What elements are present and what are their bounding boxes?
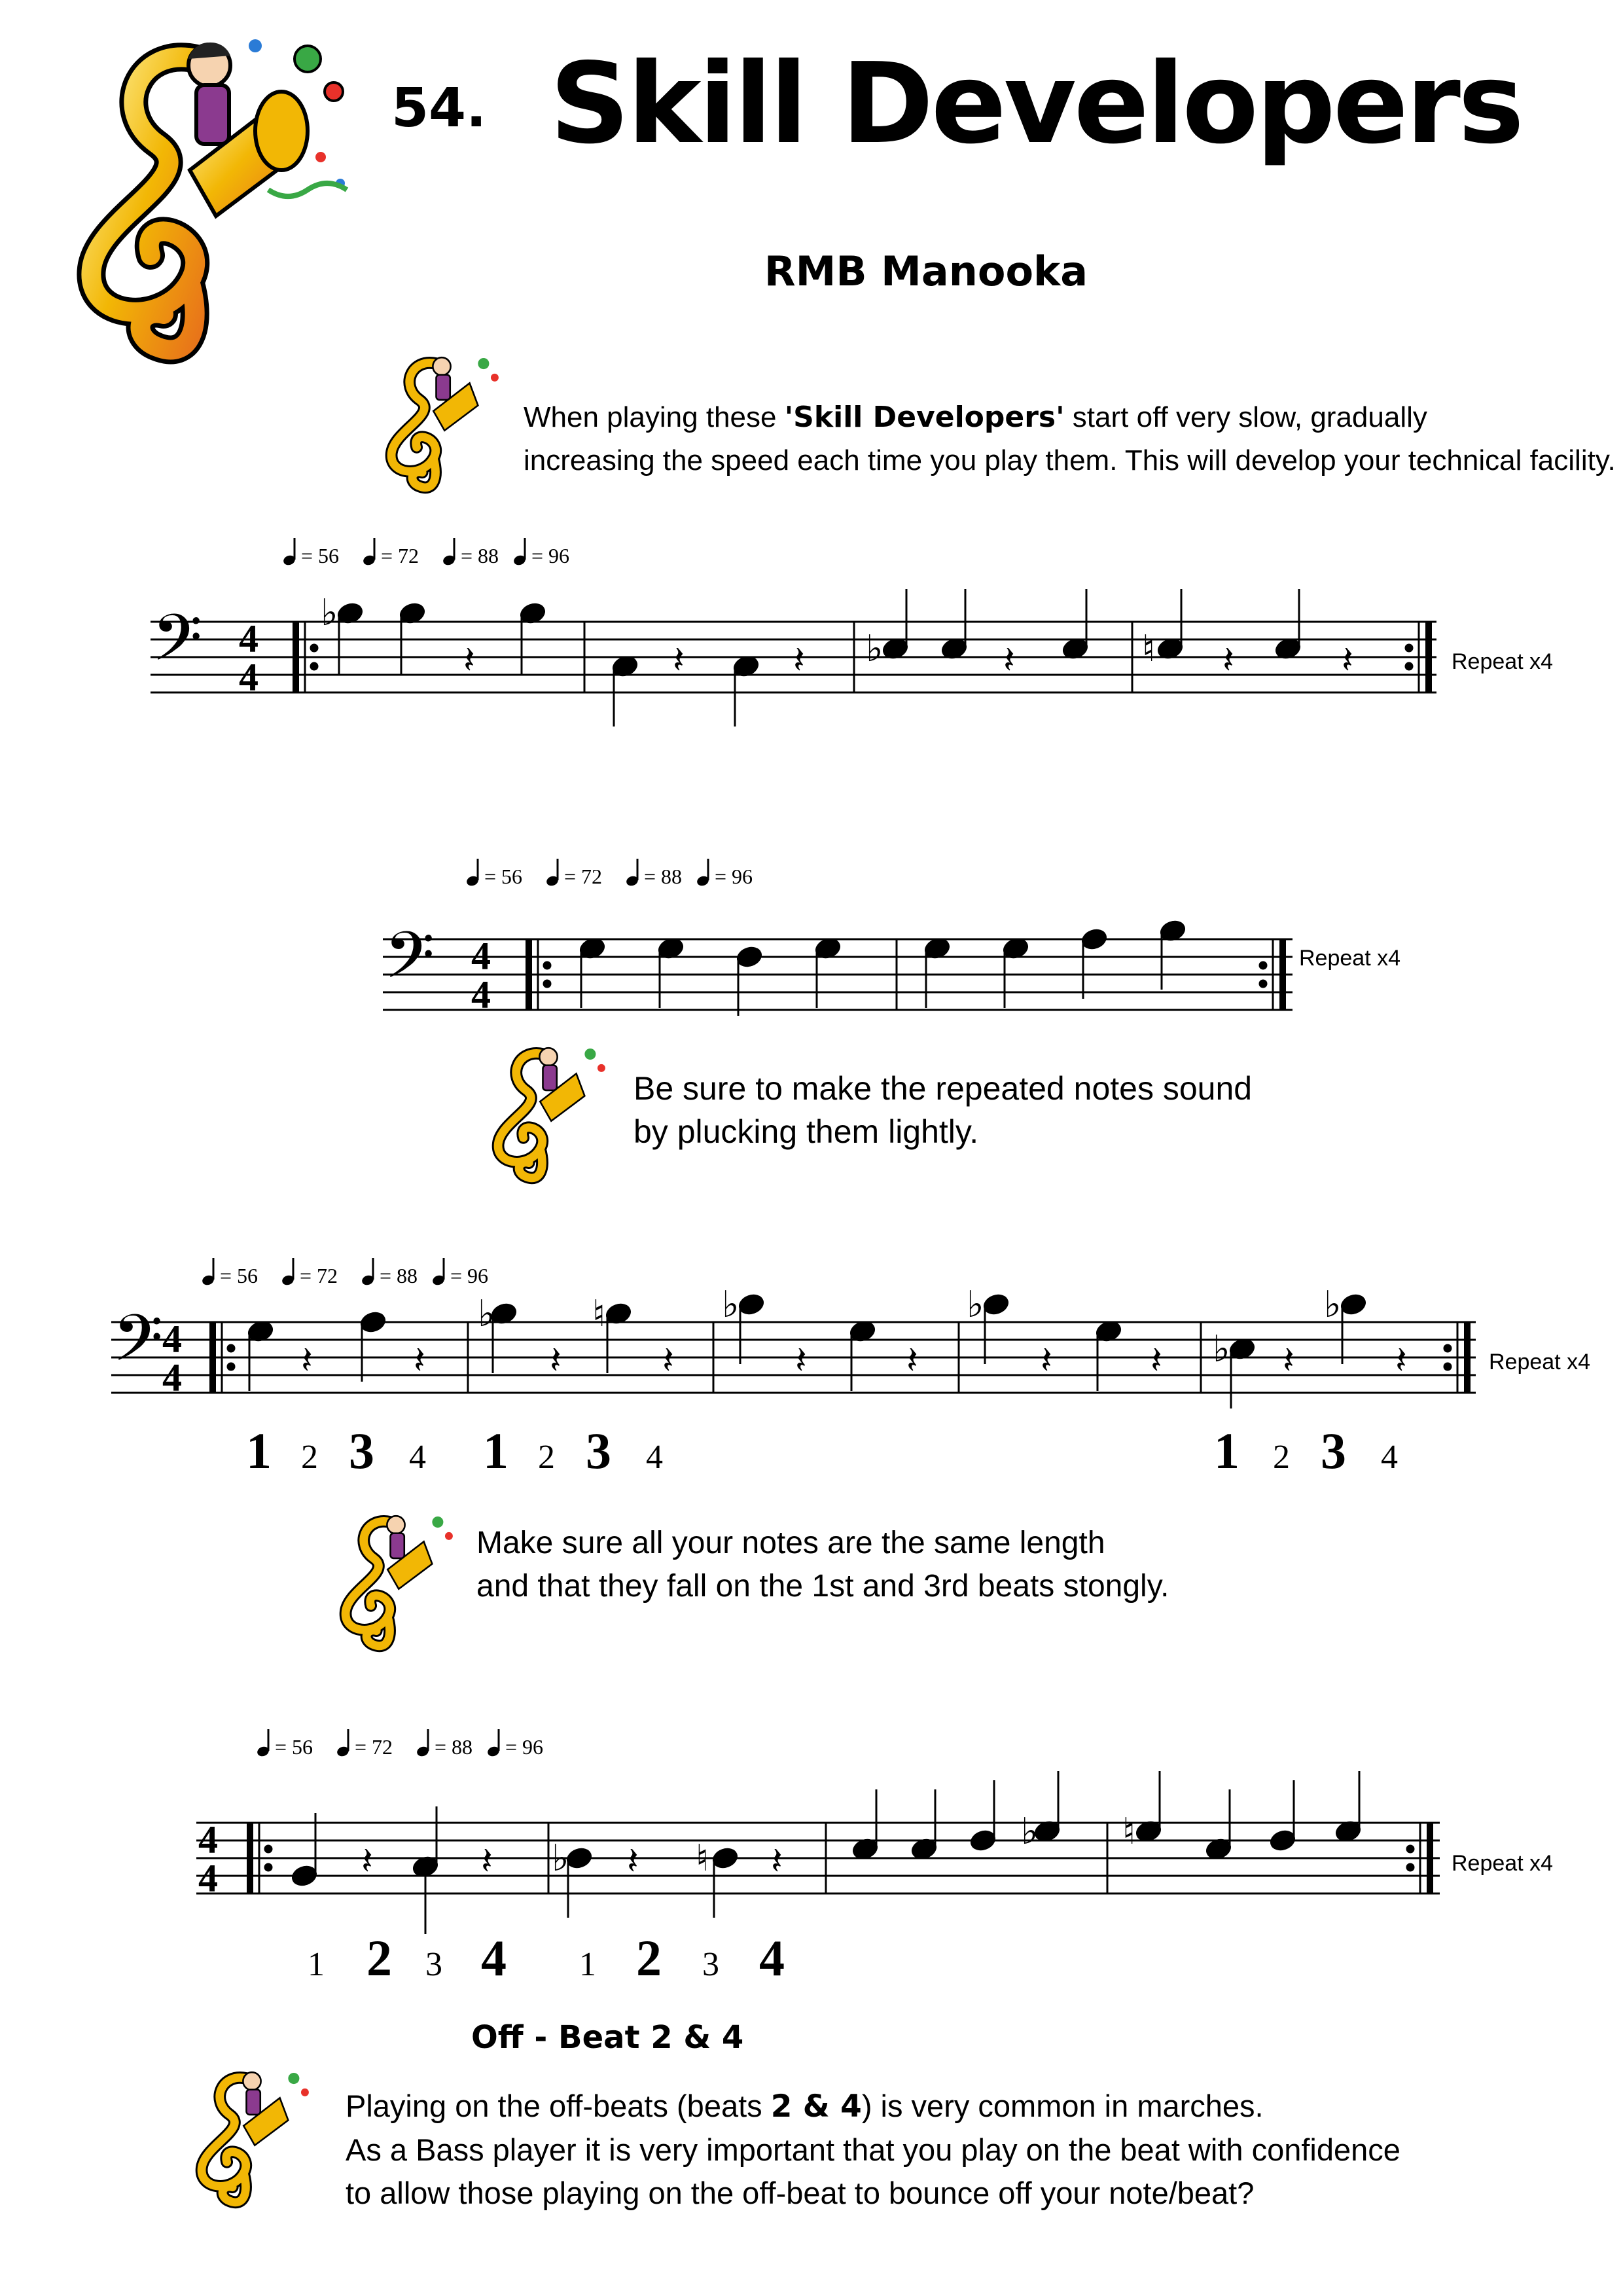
svg-text:1: 1 (246, 1422, 272, 1479)
tip-2 (633, 1067, 1252, 1153)
svg-text:= 96: = 96 (531, 544, 570, 567)
svg-text:= 72: = 72 (300, 1264, 338, 1287)
exercise-2 (0, 844, 1623, 1041)
exercise-1 (0, 524, 1623, 740)
svg-text:= 88: = 88 (435, 1735, 473, 1759)
svg-text:2: 2 (1273, 1439, 1290, 1476)
tip-4-text-a: Playing on the off-beats (beats (346, 2089, 771, 2123)
tempo-88 (442, 538, 499, 567)
tip-4-line-3: to allow those playing on the off-beat to bounce off your note/beat? (346, 2176, 1255, 2210)
svg-text:𝄽: 𝄽 (662, 1339, 674, 1382)
bass-clef-icon: 𝄢 (113, 1303, 164, 1390)
mascot-icon (476, 1037, 620, 1188)
svg-text:𝄽: 𝄽 (673, 639, 685, 681)
svg-text:♭: ♭ (321, 593, 338, 634)
svg-text:𝄽: 𝄽 (627, 1840, 639, 1882)
svg-text:2: 2 (538, 1439, 555, 1476)
svg-text:3: 3 (702, 1946, 719, 1983)
tip-4-text-b: ) is very common in marches. (861, 2089, 1264, 2123)
mascot-icon (370, 347, 514, 497)
svg-text:𝄽: 𝄽 (550, 1339, 562, 1382)
repeat-label: Repeat x4 (1452, 649, 1553, 674)
svg-text:𝄽: 𝄽 (481, 1840, 493, 1882)
svg-text:3: 3 (586, 1422, 611, 1479)
svg-text:♭: ♭ (1021, 1812, 1039, 1852)
svg-text:= 56: = 56 (220, 1264, 259, 1287)
tip-1 (524, 396, 1616, 482)
mascot-logo-icon (59, 20, 360, 373)
svg-text:= 56: = 56 (301, 544, 340, 567)
svg-text:4: 4 (198, 1857, 218, 1900)
svg-text:𝄽: 𝄽 (1150, 1339, 1162, 1382)
svg-text:3: 3 (1321, 1422, 1346, 1479)
svg-text:♭: ♭ (967, 1285, 984, 1325)
svg-text:𝄽: 𝄽 (795, 1339, 807, 1382)
svg-text:4: 4 (162, 1318, 182, 1361)
svg-text:= 88: = 88 (461, 544, 499, 567)
svg-text:𝄽: 𝄽 (771, 1840, 783, 1882)
off-beat-heading: Off - Beat 2 & 4 (471, 2019, 744, 2056)
svg-text:♮: ♮ (696, 1839, 709, 1879)
svg-text:= 96: = 96 (505, 1735, 544, 1759)
repeat-label: Repeat x4 (1299, 946, 1400, 971)
svg-text:4: 4 (409, 1439, 426, 1476)
repeat-label: Repeat x4 (1452, 1851, 1553, 1876)
beat-counts (308, 1929, 785, 1986)
tempo-markings (465, 859, 753, 888)
svg-text:= 72: = 72 (564, 865, 603, 888)
svg-text:= 56: = 56 (275, 1735, 313, 1759)
svg-text:= 96: = 96 (450, 1264, 489, 1287)
piece-number: 54. (391, 77, 487, 139)
svg-text:𝄽: 𝄽 (1041, 1339, 1052, 1382)
svg-text:4: 4 (1381, 1439, 1398, 1476)
exercise-4 (0, 1715, 1623, 1990)
page-subtitle: RMB Manooka (764, 247, 1088, 295)
tip-1-text-b: start off very slow, gradually (1064, 401, 1427, 433)
svg-text:♭: ♭ (722, 1285, 740, 1325)
svg-text:1: 1 (1214, 1422, 1240, 1479)
mascot-icon (180, 2062, 324, 2212)
tempo-56 (282, 538, 339, 567)
svg-text:𝄽: 𝄽 (463, 639, 475, 681)
svg-text:1: 1 (308, 1946, 325, 1983)
svg-text:= 56: = 56 (484, 865, 523, 888)
page-title: Skill Developers (550, 39, 1522, 169)
svg-text:♭: ♭ (552, 1839, 569, 1879)
svg-text:= 72: = 72 (355, 1735, 393, 1759)
svg-text:4: 4 (646, 1439, 663, 1476)
tip-4-emphasis: 2 & 4 (770, 2089, 862, 2125)
tip-4-line-2: As a Bass player it is very important that you play on the beat with confidence (346, 2132, 1400, 2167)
svg-text:= 96: = 96 (715, 865, 753, 888)
svg-text:4: 4 (481, 1929, 507, 1986)
tip-2-line-1: Be sure to make the repeated notes sound (633, 1070, 1253, 1107)
svg-text:4: 4 (759, 1929, 785, 1986)
svg-text:3: 3 (349, 1422, 374, 1479)
svg-text:4: 4 (471, 935, 491, 978)
svg-text:= 88: = 88 (644, 865, 683, 888)
tip-1-emphasis: 'Skill Developers' (784, 401, 1065, 434)
svg-text:𝄽: 𝄽 (1283, 1339, 1294, 1382)
svg-text:4: 4 (471, 973, 491, 1016)
tip-4 (346, 2085, 1400, 2215)
svg-text:4: 4 (198, 1818, 218, 1861)
svg-text:𝄽: 𝄽 (1003, 639, 1015, 681)
repeat-label: Repeat x4 (1489, 1350, 1590, 1374)
mascot-icon (324, 1505, 468, 1656)
svg-text:4: 4 (162, 1356, 182, 1399)
svg-text:𝄽: 𝄽 (1222, 639, 1234, 681)
svg-text:1: 1 (483, 1422, 508, 1479)
svg-text:♮: ♮ (592, 1294, 606, 1335)
svg-text:𝄽: 𝄽 (361, 1840, 373, 1882)
tip-2-line-2: by plucking them lightly. (633, 1113, 979, 1150)
svg-text:♮: ♮ (1142, 629, 1156, 670)
svg-text:♭: ♭ (478, 1294, 495, 1335)
svg-text:𝄽: 𝄽 (1395, 1339, 1407, 1382)
bass-clef-icon: 𝄢 (152, 603, 203, 690)
svg-text:2: 2 (366, 1929, 392, 1986)
time-signature-bottom: 4 (239, 656, 259, 699)
tip-3-line-2: and that they fall on the 1st and 3rd beats stongly. (476, 1569, 1169, 1604)
tempo-markings (282, 538, 569, 567)
tempo-72 (362, 538, 419, 567)
tip-1-text-a: When playing these (524, 401, 785, 433)
time-signature-top: 4 (239, 617, 259, 660)
svg-text:3: 3 (425, 1946, 442, 1983)
svg-text:𝄽: 𝄽 (301, 1339, 313, 1382)
exercise-3 (0, 1244, 1623, 1492)
tip-1-line-2: increasing the speed each time you play them. This will develop your technical facility. (524, 444, 1616, 476)
svg-text:2: 2 (636, 1929, 662, 1986)
svg-text:𝄽: 𝄽 (906, 1339, 918, 1382)
bass-clef-icon: 𝄢 (384, 920, 435, 1007)
svg-text:𝄽: 𝄽 (414, 1339, 425, 1382)
svg-text:= 72: = 72 (381, 544, 419, 567)
beat-counts (246, 1422, 1398, 1479)
tip-3-line-1: Make sure all your notes are the same length (476, 1526, 1105, 1560)
svg-text:♭: ♭ (1213, 1329, 1230, 1370)
tempo-96 (512, 538, 569, 567)
svg-text:= 88: = 88 (380, 1264, 418, 1287)
svg-text:2: 2 (301, 1439, 318, 1476)
svg-text:1: 1 (579, 1946, 596, 1983)
svg-text:𝄽: 𝄽 (793, 639, 805, 681)
svg-text:♭: ♭ (1324, 1285, 1342, 1325)
tip-3 (476, 1522, 1169, 1608)
svg-text:♭: ♭ (866, 629, 883, 670)
svg-text:♮: ♮ (1122, 1812, 1136, 1852)
svg-text:𝄽: 𝄽 (1342, 639, 1353, 681)
